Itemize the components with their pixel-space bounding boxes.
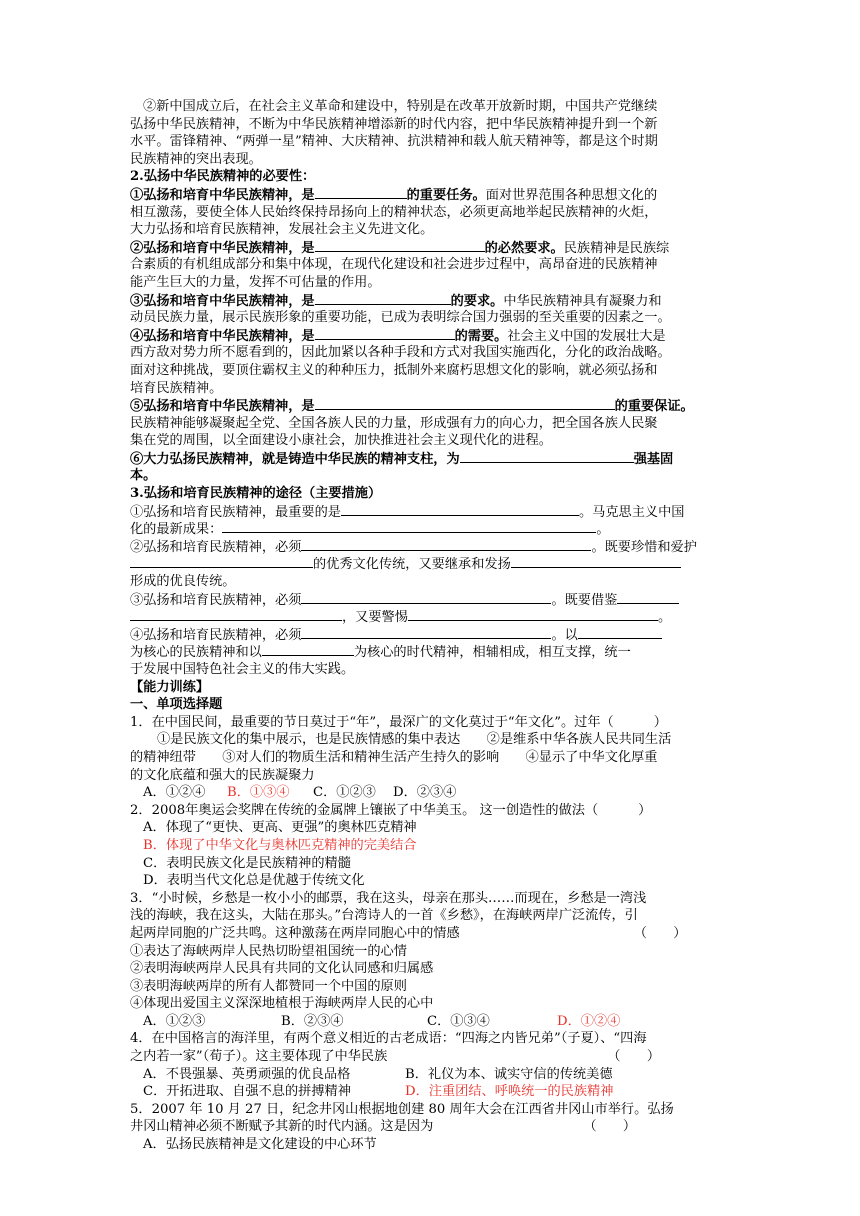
paragraph-line: 水平。雷锋精神、“两弹一星”精神、大庆精神、抗洪精神和载人航天精神等，都是这个时期 xyxy=(130,134,658,150)
paragraph-line: 动员民族力量，展示民族形象的重要功能，已成为表明综合国力强弱的至关重要的因素之一。 xyxy=(130,310,671,326)
item-lead: ④弘扬和培育民族精神，必须 xyxy=(130,627,302,643)
paragraph-line: 于发展中国特色社会主义的伟大实践。 xyxy=(130,662,355,677)
item-tail: 的重要保证。 xyxy=(614,399,694,415)
options-line xyxy=(130,1013,735,1031)
option-b[interactable]: B．礼仪为本、诚实守信的传统美德 xyxy=(405,1066,613,1082)
item-lead: ①弘扬和培育中华民族精神，是 xyxy=(130,187,315,203)
question-text: 起两岸同胞的广泛共鸣。这种激荡在两岸同胞心中的情感 xyxy=(130,925,460,941)
question-line: 5．2007 年 10 月 27 日，纪念井冈山根据地创建 80 周年大会在江西省井冈山市举行。弘扬 xyxy=(130,1101,674,1117)
item-line xyxy=(130,503,735,521)
item-lead: ③弘扬和培育中华民族精神，是 xyxy=(130,293,315,309)
fill-blank[interactable] xyxy=(315,397,615,410)
item-tail: 。既要珍惜和爱护 xyxy=(591,539,697,555)
fill-blank[interactable] xyxy=(315,327,455,340)
question-text: 之内若一家”（荀子）。这主要体现了中华民族 xyxy=(130,1049,388,1065)
question-line: 浅的海峡，我在这头，大陆在那头。”台湾诗人的一首《乡愁》，在海峡两岸广泛流传，引 xyxy=(130,908,638,924)
fill-blank[interactable] xyxy=(578,626,662,639)
paragraph-line: 培育民族精神。 xyxy=(130,380,223,396)
option-c[interactable]: C．①②③ xyxy=(313,785,376,801)
options-line xyxy=(130,1083,735,1101)
option-d[interactable]: D．注重团结、呼唤统一的民族精神 xyxy=(405,1084,614,1100)
paragraph-line: 面对这种挑战，要顶住霸权主义的种种压力，抵制外来腐朽思想文化的影响，就必须弘扬和 xyxy=(130,362,658,378)
statement-line: ③表明海峡两岸的所有人都赞同一个中国的原则 xyxy=(130,978,407,994)
question-line xyxy=(130,714,735,732)
item-text: 社会主义中国的发展壮大是 xyxy=(507,328,666,344)
fill-blank[interactable] xyxy=(315,186,407,199)
option-c[interactable]: C．表明民族文化是民族精神的精髓 xyxy=(143,855,351,871)
fill-blank[interactable] xyxy=(130,555,313,568)
question-text: 1．在中国民间，最重要的节日莫过于“年”，最深广的文化莫过于“年文化”。过年（ xyxy=(130,714,614,730)
item-lead: 化的最新成果： xyxy=(130,522,223,538)
statement-line: ①表达了海峡两岸人民热切盼望祖国统一的心情 xyxy=(130,943,407,959)
answer-paren[interactable]: （ ） xyxy=(583,1119,637,1135)
paragraph-line: 民族精神能够凝聚起全党、全国各族人民的力量，形成强有力的向心力，把全国各族人民聚 xyxy=(130,415,658,431)
item-line xyxy=(130,608,735,626)
item-tail: 的必然要求。 xyxy=(484,240,564,256)
document-page xyxy=(130,98,735,1154)
question-line xyxy=(130,1118,735,1136)
item-line xyxy=(130,538,735,556)
fill-blank[interactable] xyxy=(315,292,451,305)
paragraph-line: 民族精神的突出表现。 xyxy=(130,151,262,167)
option-a[interactable]: A．弘扬民族精神是文化建设的中心环节 xyxy=(143,1137,377,1153)
answer-paren[interactable]: （ ） xyxy=(607,1049,661,1065)
item-lead: ⑤弘扬和培育中华民族精神，是 xyxy=(130,399,315,415)
question-line xyxy=(130,925,735,943)
item-lead: ④弘扬和培育中华民族精神，是 xyxy=(130,328,315,344)
item-text: 中华民族精神具有凝聚力和 xyxy=(503,293,662,309)
fill-blank[interactable] xyxy=(222,520,596,533)
item-line xyxy=(130,450,735,468)
paragraph-line: 西方敌对势力所不愿看到的，因此加紧以各种手段和方式对我国实施西化，分化的政治战略。 xyxy=(130,345,671,361)
item-line xyxy=(130,397,735,415)
question-line xyxy=(130,1048,735,1066)
question-line: 的精神纽带 ③对人们的物质生活和精神生活产生持久的影响 ④显示了中华文化厚重 xyxy=(130,749,658,765)
option-d[interactable]: D．表明当代文化总是优越于传统文化 xyxy=(143,873,365,889)
fill-blank[interactable] xyxy=(617,591,679,604)
fill-blank[interactable] xyxy=(301,591,551,604)
options-line xyxy=(130,784,735,802)
item-line xyxy=(130,591,735,609)
item-tail: 强基固 xyxy=(633,451,674,467)
question-paren: ） xyxy=(638,802,652,818)
item-lead: ①弘扬和培育民族精神，最重要的是 xyxy=(130,504,341,520)
item-tail: 的需要。 xyxy=(454,328,508,344)
paragraph-line: 能产生巨大的力量，发挥不可估量的作用。 xyxy=(130,274,381,290)
item-tail: 的要求。 xyxy=(450,293,504,309)
item-line xyxy=(130,239,735,257)
item-line xyxy=(130,186,735,204)
item-lead: ②弘扬和培育中华民族精神，是 xyxy=(130,240,315,256)
item-tail: 的重要任务。 xyxy=(406,187,486,203)
item-lead: ③弘扬和培育民族精神，必须 xyxy=(130,592,302,608)
item-tail: 。以 xyxy=(551,627,578,643)
item-line xyxy=(130,327,735,345)
option-a[interactable]: A．①②④ xyxy=(143,785,206,801)
question-text: 井冈山精神必须不断赋予其新的时代内涵。这是因为 xyxy=(130,1119,434,1135)
option-c[interactable]: C．开拓进取、自强不息的拼搏精神 xyxy=(143,1084,351,1100)
fill-blank[interactable] xyxy=(301,538,591,551)
item-line xyxy=(130,555,735,573)
options-line xyxy=(130,1066,735,1084)
paragraph-line: 弘扬中华民族精神，不断为中华民族精神增添新的时代内容，把中华民族精神提升到一个新 xyxy=(130,116,658,132)
answer-paren[interactable]: （ ） xyxy=(633,925,687,941)
option-b[interactable]: B．①③④ xyxy=(227,785,290,801)
item-text: ，又要警惕 xyxy=(342,610,408,626)
item-tail: 。既要借鉴 xyxy=(551,592,618,608)
paragraph-line: 集在党的周围，以全面建设小康社会，加快推进社会主义现代化的进程。 xyxy=(130,433,552,449)
question-line: 3．“小时候，乡愁是一枚小小的邮票，我在这头，母亲在那头……而现在，乡愁是一湾浅 xyxy=(130,890,647,906)
paragraph-line: 相互激荡，要使全体人民始终保持昂扬向上的精神状态，必须更高地举起民族精神的火炬， xyxy=(130,204,658,220)
statement-line: ④体现出爱国主义深深地植根于海峡两岸人民的心中 xyxy=(130,996,434,1012)
section-heading: 3.弘扬和培育民族精神的途径（主要措施） xyxy=(130,486,382,502)
item-tail: 。 xyxy=(596,522,610,538)
option-c[interactable]: C．①③④ xyxy=(427,1013,490,1029)
fill-blank[interactable] xyxy=(262,643,354,656)
item-text: 民族精神是民族综 xyxy=(563,240,670,256)
statement-line: ②表明海峡两岸人民具有共同的文化认同感和归属感 xyxy=(130,961,434,977)
option-a[interactable]: A．不畏强暴、英勇顽强的优良品格 xyxy=(143,1066,351,1082)
item-line xyxy=(130,626,735,644)
item-tail: 。马克思主义中国 xyxy=(579,504,685,520)
paragraph-line: 合素质的有机组成部分和集中体现，在现代化建设和社会进步过程中，高昂奋进的民族精神 xyxy=(130,257,658,273)
subsection-heading: 一、单项选择题 xyxy=(130,697,223,713)
question-paren: ） xyxy=(653,714,667,730)
paragraph-line: 形成的优良传统。 xyxy=(130,574,236,590)
item-text: 为核心的时代精神，相辅相成，相互支撑，统一 xyxy=(353,645,631,661)
fill-blank[interactable] xyxy=(408,608,658,621)
fill-blank[interactable] xyxy=(341,503,579,516)
item-lead: ②弘扬和培育民族精神，必须 xyxy=(130,539,302,555)
option-b[interactable]: B．体现了中华文化与奥林匹克精神的完美结合 xyxy=(143,837,417,853)
item-line xyxy=(130,643,735,661)
fill-blank[interactable] xyxy=(460,450,634,463)
item-lead: ⑥大力弘扬民族精神，就是铸造中华民族的精神支柱，为 xyxy=(130,451,460,467)
fill-blank[interactable] xyxy=(130,608,342,621)
item-text: 面对世界范围各种思想文化的 xyxy=(485,187,658,203)
fill-blank[interactable] xyxy=(301,626,551,639)
option-a[interactable]: A．①②③ xyxy=(143,1013,206,1029)
item-text: 为核心的民族精神和以 xyxy=(130,645,262,661)
option-a[interactable]: A．体现了“更快、更高、更强”的奥林匹克精神 xyxy=(143,820,417,836)
item-tail: 。 xyxy=(657,610,672,626)
question-line: ①是民族文化的集中展示，也是民族情感的集中表达 ②是维系中华各族人民共同生活 xyxy=(157,732,672,748)
item-line xyxy=(130,292,735,310)
question-line xyxy=(130,802,735,820)
option-d[interactable]: D．①②④ xyxy=(557,1013,621,1029)
question-line: 的文化底蕴和强大的民族凝聚力 xyxy=(130,767,315,783)
section-heading: 【能力训练】 xyxy=(130,679,210,695)
section-heading: 2.弘扬中华民族精神的必要性： xyxy=(130,169,316,185)
fill-blank[interactable] xyxy=(315,239,485,252)
item-line xyxy=(130,520,735,538)
paragraph-line: ②新中国成立后，在社会主义革命和建设中，特别是在改革开放新时期，中国共产党继续 xyxy=(143,99,658,114)
question-text: 2．2008年奥运会奖牌在传统的金属牌上镶嵌了中华美玉。 这一创造性的做法（ xyxy=(130,802,599,818)
fill-blank[interactable] xyxy=(511,555,681,568)
paragraph-line: 本。 xyxy=(130,468,157,484)
paragraph-line: 大力弘扬和培育民族精神，发展社会主义先进文化。 xyxy=(130,222,434,238)
option-d[interactable]: D．②③④ xyxy=(393,785,457,801)
question-line: 4．在中国格言的海洋里，有两个意义相近的古老成语：“四海之内皆兄弟”（子夏）、“四海 xyxy=(130,1031,647,1047)
option-b[interactable]: B．②③④ xyxy=(281,1013,344,1029)
item-text: 的优秀文化传统，又要继承和发扬 xyxy=(313,557,511,573)
